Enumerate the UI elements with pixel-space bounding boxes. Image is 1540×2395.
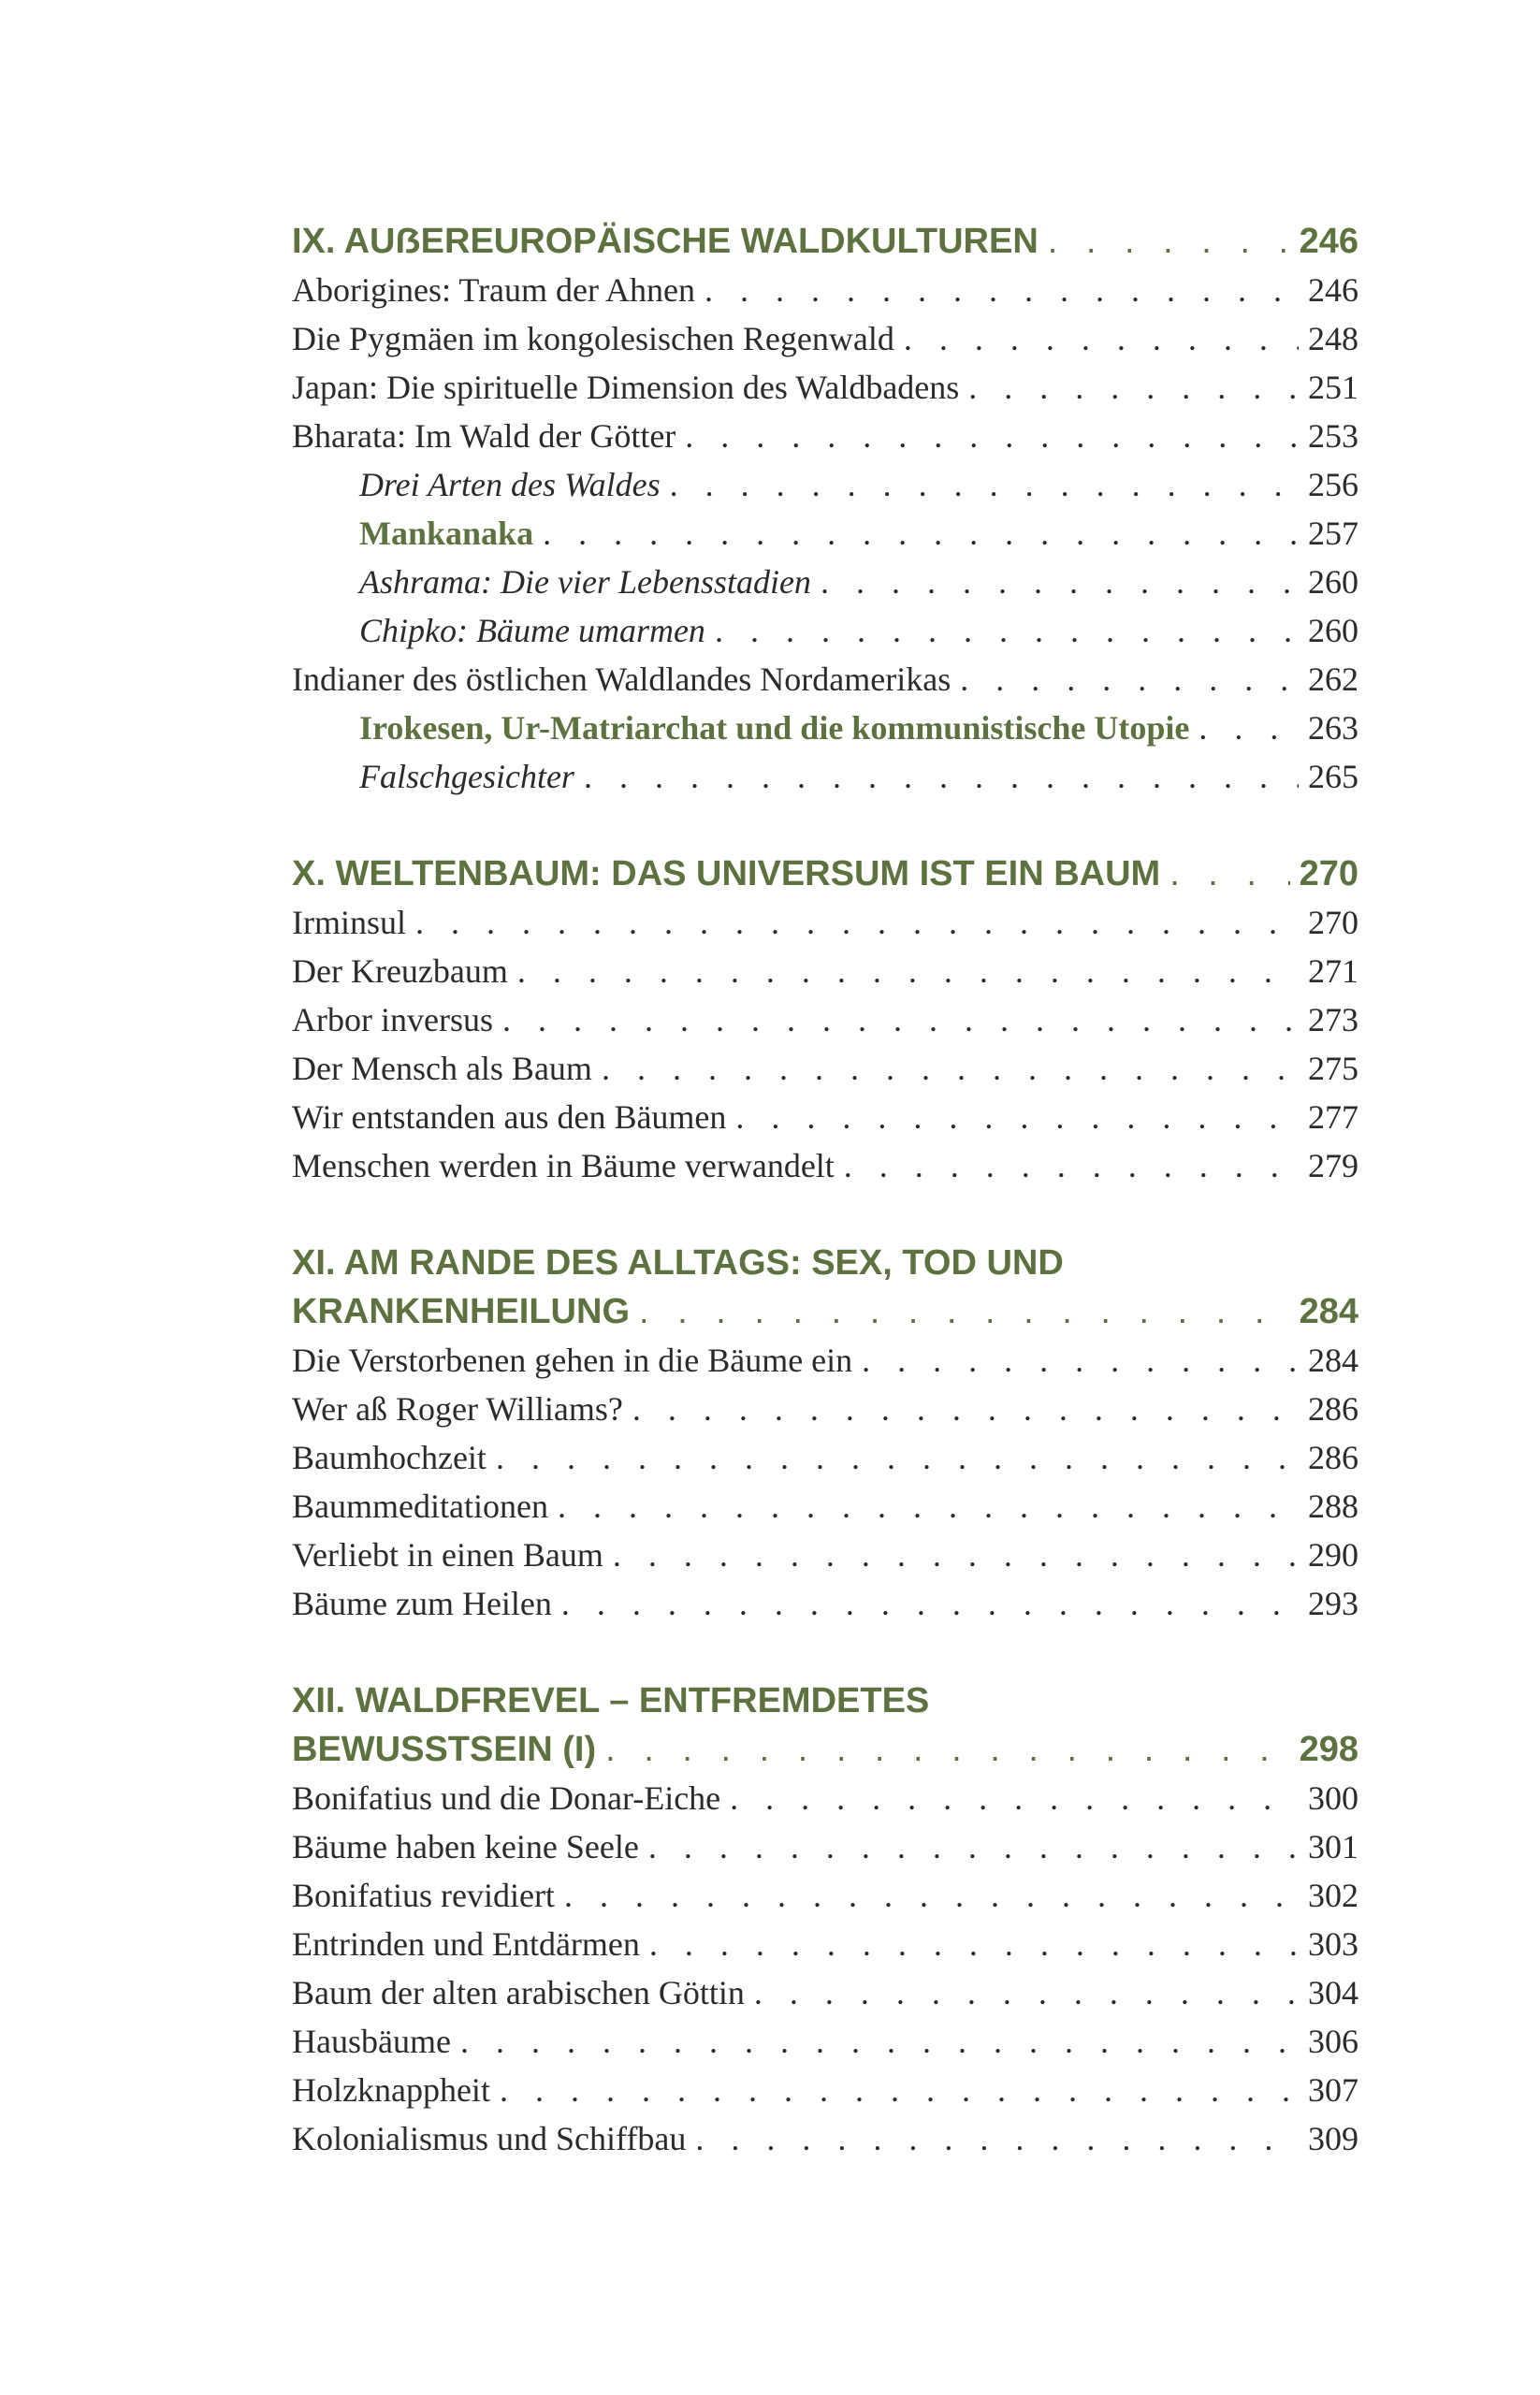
entry-title: Bäume haben keine Seele [292, 1828, 639, 1865]
entry-page-number: 293 [1308, 1585, 1358, 1622]
dot-leader [632, 1385, 1299, 1433]
entry-title: Kolonialismus und Schiffbau [292, 2120, 687, 2157]
toc-entry[interactable] [292, 1920, 1358, 1968]
toc-subentry[interactable] [292, 558, 1358, 606]
entry-page-number: 309 [1308, 2120, 1358, 2157]
chapter-heading-line: XII. WALDFREVEL – ENTFREMDETES [292, 1681, 930, 1720]
chapter-page-number: 270 [1299, 854, 1358, 893]
chapter-page-number: 246 [1299, 222, 1358, 261]
entry-title: Falschgesichter [359, 758, 574, 795]
dot-leader [564, 1871, 1299, 1920]
dot-leader [613, 1531, 1299, 1579]
entry-title: Chipko: Bäume umarmen [359, 612, 705, 649]
entry-page-number: 290 [1308, 1536, 1358, 1574]
dot-leader [502, 995, 1299, 1044]
toc-entry[interactable] [292, 1433, 1358, 1482]
dot-leader [649, 1920, 1299, 1968]
toc-subentry[interactable] [292, 704, 1358, 752]
toc-entry[interactable] [292, 1871, 1358, 1920]
entry-title: Die Pygmäen im kongolesischen Regenwald [292, 320, 894, 357]
entry-page-number: 304 [1308, 1974, 1358, 2011]
chapter-heading[interactable] [292, 1725, 1358, 1774]
entry-title: Holzknappheit [292, 2071, 490, 2109]
dot-leader [730, 1774, 1299, 1822]
entry-title: Hausbäume [292, 2023, 451, 2060]
dot-leader [844, 1141, 1299, 1190]
entry-page-number: 275 [1308, 1050, 1358, 1087]
entry-title: Wer aß Roger Williams? [292, 1390, 623, 1428]
entry-page-number: 284 [1308, 1342, 1358, 1379]
toc-entry[interactable] [292, 1822, 1358, 1871]
dot-leader [754, 1968, 1299, 2017]
entry-title: Die Verstorbenen gehen in die Bäume ein [292, 1342, 853, 1379]
dot-leader [695, 2114, 1299, 2163]
toc-entry[interactable] [292, 363, 1358, 412]
dot-leader [960, 655, 1299, 704]
toc-entry[interactable] [292, 1968, 1358, 2017]
toc-entry[interactable] [292, 266, 1358, 314]
toc-subentry[interactable] [292, 460, 1358, 509]
dot-leader [460, 2017, 1299, 2066]
toc-entry[interactable] [292, 412, 1358, 460]
dot-leader [584, 752, 1299, 801]
entry-title: Baumhochzeit [292, 1439, 487, 1476]
entry-title: Drei Arten des Waldes [359, 466, 661, 503]
dot-leader [602, 1044, 1299, 1093]
dot-leader [517, 947, 1299, 995]
chapter-title: BEWUSSTSEIN (I) [292, 1730, 597, 1769]
entry-page-number: 265 [1308, 758, 1358, 795]
chapter-heading[interactable] [292, 1287, 1358, 1336]
chapter-heading[interactable] [292, 849, 1358, 898]
entry-page-number: 262 [1308, 660, 1358, 698]
chapter-heading[interactable] [292, 217, 1358, 266]
entry-page-number: 260 [1308, 563, 1358, 601]
dot-leader [735, 1093, 1299, 1141]
entry-page-number: 279 [1308, 1147, 1358, 1184]
toc-entry[interactable] [292, 1141, 1358, 1190]
entry-page-number: 286 [1308, 1390, 1358, 1428]
chapter-title: X. WELTENBAUM: DAS UNIVERSUM IST EIN BAUM [292, 854, 1161, 893]
dot-leader [862, 1336, 1299, 1385]
entry-page-number: 301 [1308, 1828, 1358, 1865]
dot-leader [496, 1433, 1299, 1482]
entry-title: Entrinden und Entdärmen [292, 1925, 640, 1963]
entry-title: Irminsul [292, 904, 406, 941]
toc-entry[interactable] [292, 1044, 1358, 1093]
entry-title: Aborigines: Traum der Ahnen [292, 271, 695, 309]
toc-entry[interactable] [292, 655, 1358, 704]
dot-leader [821, 558, 1299, 606]
toc-entry[interactable] [292, 1385, 1358, 1433]
dot-leader [639, 1287, 1290, 1336]
entry-title: Arbor inversus [292, 1001, 493, 1038]
entry-page-number: 270 [1308, 904, 1358, 941]
dot-leader [685, 412, 1299, 460]
toc-subentry[interactable] [292, 509, 1358, 558]
entry-page-number: 286 [1308, 1439, 1358, 1476]
entry-page-number: 248 [1308, 320, 1358, 357]
dot-leader [1048, 217, 1290, 266]
entry-title: Ashrama: Die vier Lebensstadien [359, 563, 811, 601]
dot-leader [715, 606, 1299, 655]
entry-title: Indianer des östlichen Waldlandes Nordamerikas [292, 660, 952, 698]
entry-title: Bharata: Im Wald der Götter [292, 417, 676, 455]
entry-page-number: 253 [1308, 417, 1358, 455]
dot-leader [904, 314, 1299, 363]
entry-page-number: 306 [1308, 2023, 1358, 2060]
entry-title: Bäume zum Heilen [292, 1585, 552, 1622]
entry-title: Baummeditationen [292, 1488, 548, 1525]
toc-entry[interactable] [292, 2066, 1358, 2114]
dot-leader [605, 1725, 1289, 1774]
chapter-title: IX. AUẞEREUROPÄISCHE WALDKULTUREN [292, 222, 1039, 261]
entry-title: Der Mensch als Baum [292, 1050, 592, 1087]
toc-entry[interactable] [292, 995, 1358, 1044]
entry-page-number: 288 [1308, 1488, 1358, 1525]
entry-page-number: 251 [1308, 369, 1358, 406]
toc-section [292, 217, 1358, 801]
dot-leader [558, 1482, 1299, 1531]
entry-page-number: 246 [1308, 271, 1358, 309]
entry-page-number: 271 [1308, 952, 1358, 990]
toc-subentry[interactable] [292, 606, 1358, 655]
entry-title: Der Kreuzbaum [292, 952, 508, 990]
entry-page-number: 302 [1308, 1877, 1358, 1914]
toc-section [292, 1239, 1358, 1628]
entry-title: Bonifatius revidiert [292, 1877, 555, 1914]
toc-entry[interactable] [292, 898, 1358, 947]
toc-section [292, 1676, 1358, 2163]
dot-leader [415, 898, 1299, 947]
toc-entry[interactable] [292, 2017, 1358, 2066]
toc-entry[interactable] [292, 1482, 1358, 1531]
entry-page-number: 256 [1308, 466, 1358, 503]
toc-entry[interactable] [292, 1579, 1358, 1628]
toc-entry[interactable] [292, 1093, 1358, 1141]
entry-page-number: 257 [1308, 515, 1358, 552]
entry-page-number: 273 [1308, 1001, 1358, 1038]
dot-leader [561, 1579, 1299, 1628]
table-of-contents [292, 217, 1358, 2212]
toc-entry[interactable] [292, 1531, 1358, 1579]
entry-title: Japan: Die spirituelle Dimension des Waldbadens [292, 369, 960, 406]
dot-leader [968, 363, 1299, 412]
dot-leader [1199, 704, 1299, 752]
dot-leader [1170, 849, 1289, 898]
entry-title: Verliebt in einen Baum [292, 1536, 603, 1574]
chapter-heading-line: XI. AM RANDE DES ALLTAGS: SEX, TOD UND [292, 1243, 1064, 1283]
toc-entry[interactable] [292, 2114, 1358, 2163]
dot-leader [500, 2066, 1299, 2114]
entry-page-number: 263 [1308, 709, 1358, 747]
entry-page-number: 303 [1308, 1925, 1358, 1963]
entry-title: Mankanaka [359, 515, 534, 552]
toc-subentry[interactable] [292, 752, 1358, 801]
chapter-page-number: 298 [1299, 1730, 1358, 1769]
chapter-title: KRANKENHEILUNG [292, 1292, 630, 1331]
entry-page-number: 260 [1308, 612, 1358, 649]
entry-title: Bonifatius und die Donar-Eiche [292, 1779, 721, 1817]
toc-entry[interactable] [292, 1336, 1358, 1385]
dot-leader [670, 460, 1299, 509]
dot-leader [705, 266, 1299, 314]
entry-title: Wir entstanden aus den Bäumen [292, 1098, 727, 1136]
toc-entry[interactable] [292, 947, 1358, 995]
entry-page-number: 277 [1308, 1098, 1358, 1136]
entry-title: Irokesen, Ur-Matriarchat und die kommunistische Utopie [359, 709, 1190, 747]
chapter-page-number: 284 [1299, 1292, 1358, 1331]
dot-leader [648, 1822, 1299, 1871]
toc-entry[interactable] [292, 314, 1358, 363]
entry-page-number: 307 [1308, 2071, 1358, 2109]
toc-entry[interactable] [292, 1774, 1358, 1822]
entry-title: Baum der alten arabischen Göttin [292, 1974, 745, 2011]
dot-leader [543, 509, 1299, 558]
toc-section [292, 849, 1358, 1190]
entry-page-number: 300 [1308, 1779, 1358, 1817]
entry-title: Menschen werden in Bäume verwandelt [292, 1147, 835, 1184]
